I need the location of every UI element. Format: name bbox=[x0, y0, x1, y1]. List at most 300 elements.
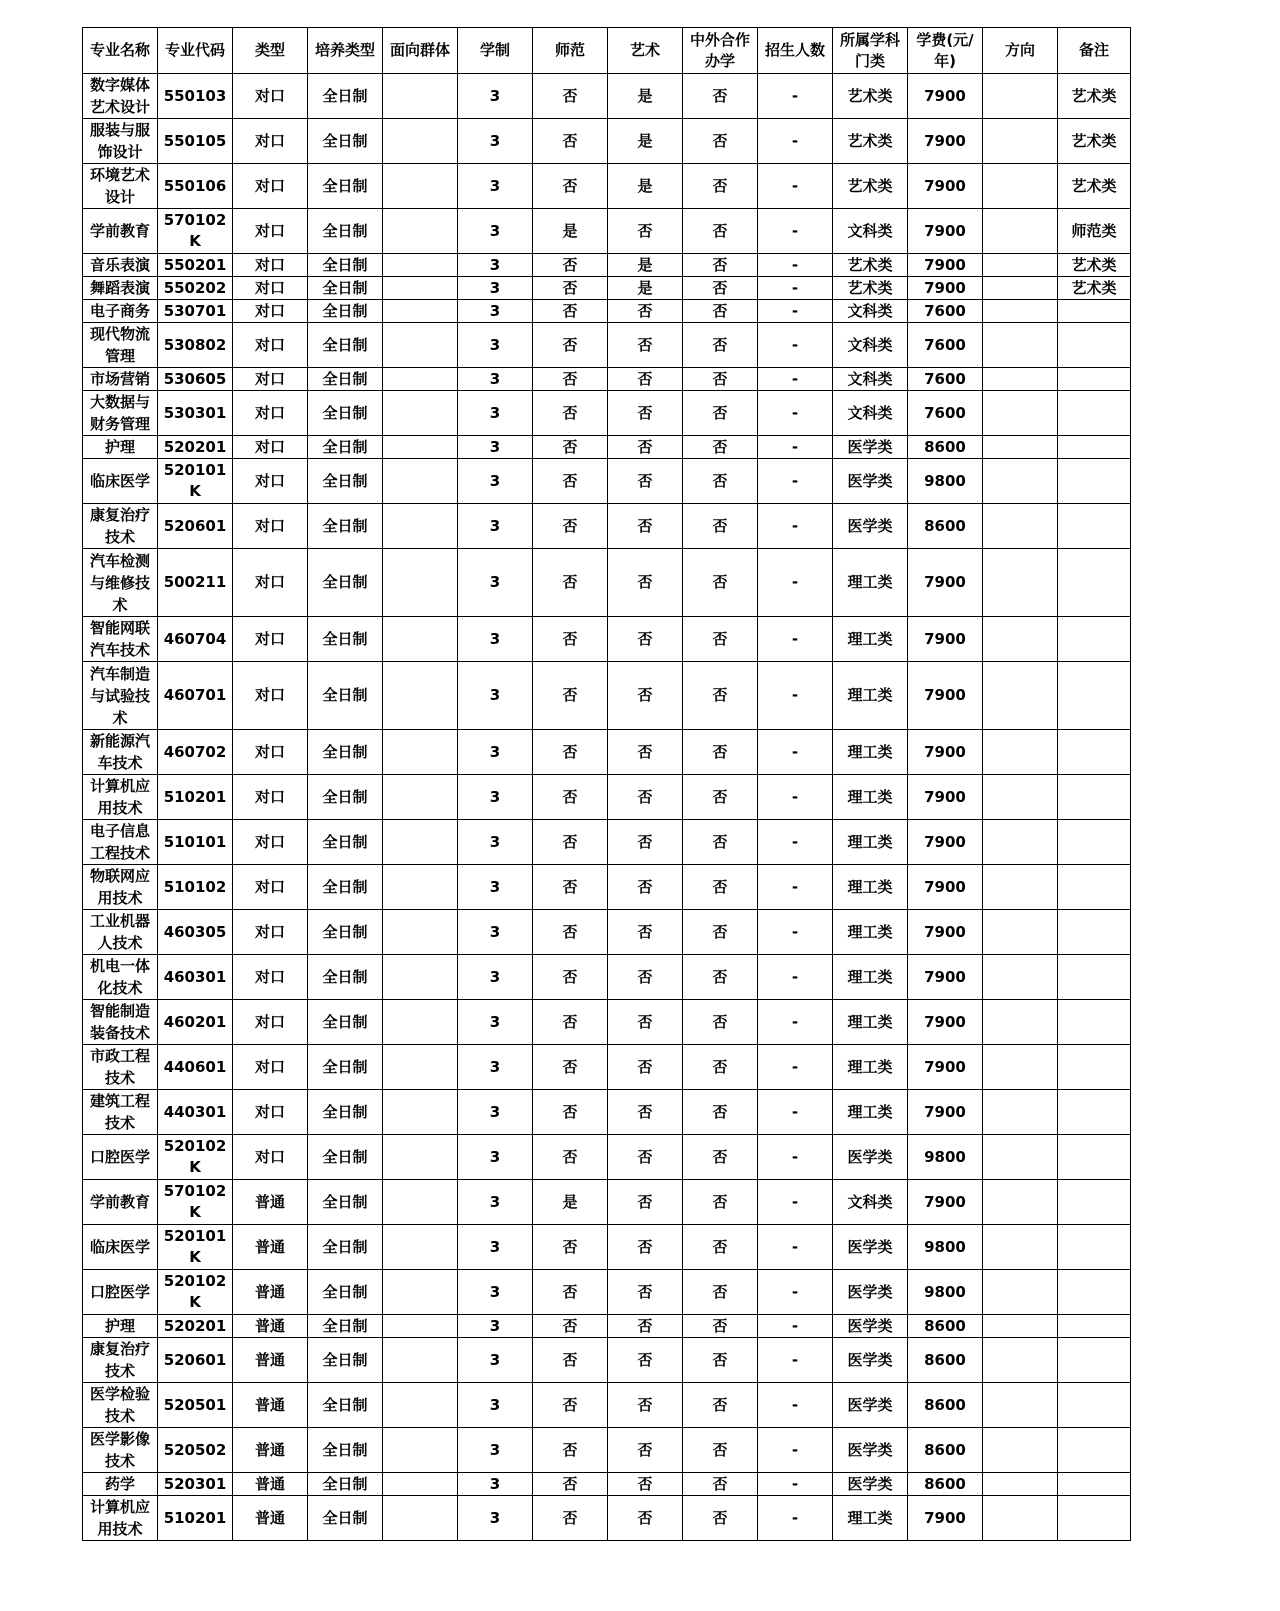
cell-duration: 3 bbox=[458, 323, 533, 368]
cell-teacher-training: 否 bbox=[533, 300, 608, 323]
cell-enrollment: - bbox=[758, 119, 833, 164]
cell-teacher-training: 否 bbox=[533, 119, 608, 164]
cell-target-group bbox=[383, 1180, 458, 1225]
cell-teacher-training: 否 bbox=[533, 1135, 608, 1180]
cell-tuition: 7900 bbox=[908, 1090, 983, 1135]
cell-art: 是 bbox=[608, 74, 683, 119]
cell-teacher-training: 否 bbox=[533, 955, 608, 1000]
cell-discipline: 艺术类 bbox=[833, 277, 908, 300]
cell-remarks bbox=[1058, 1428, 1131, 1473]
cell-target-group bbox=[383, 254, 458, 277]
cell-code: 460201 bbox=[158, 1000, 233, 1045]
cell-remarks bbox=[1058, 300, 1131, 323]
cell-direction bbox=[983, 277, 1058, 300]
cell-joint-program: 否 bbox=[683, 74, 758, 119]
table-row bbox=[83, 1135, 1131, 1180]
cell-art: 否 bbox=[608, 820, 683, 865]
cell-art: 否 bbox=[608, 300, 683, 323]
cell-type: 对口 bbox=[233, 775, 308, 820]
cell-type: 对口 bbox=[233, 730, 308, 775]
cell-code: 520301 bbox=[158, 1473, 233, 1496]
cell-direction bbox=[983, 662, 1058, 730]
cell-art: 是 bbox=[608, 277, 683, 300]
cell-target-group bbox=[383, 459, 458, 504]
cell-art: 否 bbox=[608, 1473, 683, 1496]
cell-duration: 3 bbox=[458, 391, 533, 436]
table-row bbox=[83, 1180, 1131, 1225]
cell-direction bbox=[983, 323, 1058, 368]
cell-study-mode: 全日制 bbox=[308, 1270, 383, 1315]
cell-name: 康复治疗技术 bbox=[83, 504, 158, 549]
cell-tuition: 9800 bbox=[908, 459, 983, 504]
cell-discipline: 理工类 bbox=[833, 820, 908, 865]
cell-enrollment: - bbox=[758, 1428, 833, 1473]
cell-tuition: 7900 bbox=[908, 277, 983, 300]
table-row bbox=[83, 209, 1131, 254]
cell-enrollment: - bbox=[758, 1338, 833, 1383]
cell-remarks bbox=[1058, 1315, 1131, 1338]
header-study-mode: 培养类型 bbox=[308, 28, 383, 74]
cell-target-group bbox=[383, 164, 458, 209]
cell-enrollment: - bbox=[758, 254, 833, 277]
header-code: 专业代码 bbox=[158, 28, 233, 74]
header-discipline: 所属学科门类 bbox=[833, 28, 908, 74]
cell-study-mode: 全日制 bbox=[308, 164, 383, 209]
cell-remarks bbox=[1058, 910, 1131, 955]
cell-discipline: 医学类 bbox=[833, 1225, 908, 1270]
cell-teacher-training: 否 bbox=[533, 164, 608, 209]
cell-direction bbox=[983, 865, 1058, 910]
cell-duration: 3 bbox=[458, 1338, 533, 1383]
cell-name: 临床医学 bbox=[83, 459, 158, 504]
cell-joint-program: 否 bbox=[683, 1473, 758, 1496]
cell-remarks bbox=[1058, 1135, 1131, 1180]
cell-study-mode: 全日制 bbox=[308, 1000, 383, 1045]
cell-direction bbox=[983, 955, 1058, 1000]
cell-tuition: 7900 bbox=[908, 254, 983, 277]
cell-target-group bbox=[383, 1270, 458, 1315]
cell-name: 市场营销 bbox=[83, 368, 158, 391]
cell-joint-program: 否 bbox=[683, 209, 758, 254]
table-row bbox=[83, 1000, 1131, 1045]
cell-teacher-training: 否 bbox=[533, 1338, 608, 1383]
cell-discipline: 医学类 bbox=[833, 1135, 908, 1180]
header-joint-program: 中外合作办学 bbox=[683, 28, 758, 74]
cell-name: 电子信息工程技术 bbox=[83, 820, 158, 865]
cell-direction bbox=[983, 1090, 1058, 1135]
cell-name: 计算机应用技术 bbox=[83, 775, 158, 820]
cell-discipline: 理工类 bbox=[833, 1000, 908, 1045]
cell-joint-program: 否 bbox=[683, 775, 758, 820]
cell-enrollment: - bbox=[758, 391, 833, 436]
cell-code: 530301 bbox=[158, 391, 233, 436]
cell-discipline: 文科类 bbox=[833, 209, 908, 254]
cell-teacher-training: 否 bbox=[533, 1270, 608, 1315]
cell-tuition: 7900 bbox=[908, 1045, 983, 1090]
cell-discipline: 理工类 bbox=[833, 730, 908, 775]
cell-target-group bbox=[383, 1496, 458, 1541]
cell-tuition: 7900 bbox=[908, 955, 983, 1000]
cell-duration: 3 bbox=[458, 459, 533, 504]
cell-duration: 3 bbox=[458, 955, 533, 1000]
table-row bbox=[83, 164, 1131, 209]
cell-name: 现代物流管理 bbox=[83, 323, 158, 368]
cell-art: 否 bbox=[608, 368, 683, 391]
table-row bbox=[83, 1496, 1131, 1541]
cell-code: 530701 bbox=[158, 300, 233, 323]
cell-code: 530802 bbox=[158, 323, 233, 368]
cell-type: 普通 bbox=[233, 1225, 308, 1270]
cell-type: 对口 bbox=[233, 459, 308, 504]
table-row bbox=[83, 549, 1131, 617]
cell-tuition: 8600 bbox=[908, 436, 983, 459]
cell-discipline: 理工类 bbox=[833, 549, 908, 617]
cell-code: 550202 bbox=[158, 277, 233, 300]
cell-discipline: 医学类 bbox=[833, 1383, 908, 1428]
cell-art: 否 bbox=[608, 730, 683, 775]
cell-study-mode: 全日制 bbox=[308, 1315, 383, 1338]
cell-duration: 3 bbox=[458, 209, 533, 254]
table-row bbox=[83, 865, 1131, 910]
cell-code: 520102K bbox=[158, 1135, 233, 1180]
cell-remarks bbox=[1058, 368, 1131, 391]
cell-remarks bbox=[1058, 662, 1131, 730]
cell-direction bbox=[983, 459, 1058, 504]
cell-code: 460701 bbox=[158, 662, 233, 730]
cell-enrollment: - bbox=[758, 910, 833, 955]
cell-art: 否 bbox=[608, 209, 683, 254]
cell-duration: 3 bbox=[458, 368, 533, 391]
cell-target-group bbox=[383, 209, 458, 254]
cell-study-mode: 全日制 bbox=[308, 549, 383, 617]
cell-name: 汽车制造与试验技术 bbox=[83, 662, 158, 730]
cell-name: 数字媒体艺术设计 bbox=[83, 74, 158, 119]
cell-duration: 3 bbox=[458, 865, 533, 910]
cell-tuition: 8600 bbox=[908, 1338, 983, 1383]
cell-art: 否 bbox=[608, 1090, 683, 1135]
cell-enrollment: - bbox=[758, 368, 833, 391]
cell-code: 460702 bbox=[158, 730, 233, 775]
cell-enrollment: - bbox=[758, 820, 833, 865]
cell-type: 对口 bbox=[233, 277, 308, 300]
cell-name: 药学 bbox=[83, 1473, 158, 1496]
cell-type: 对口 bbox=[233, 1090, 308, 1135]
cell-joint-program: 否 bbox=[683, 865, 758, 910]
cell-joint-program: 否 bbox=[683, 1428, 758, 1473]
cell-target-group bbox=[383, 277, 458, 300]
cell-art: 否 bbox=[608, 436, 683, 459]
cell-discipline: 理工类 bbox=[833, 617, 908, 662]
cell-direction bbox=[983, 775, 1058, 820]
cell-duration: 3 bbox=[458, 164, 533, 209]
cell-enrollment: - bbox=[758, 459, 833, 504]
cell-direction bbox=[983, 254, 1058, 277]
cell-art: 否 bbox=[608, 1225, 683, 1270]
cell-art: 否 bbox=[608, 323, 683, 368]
cell-teacher-training: 否 bbox=[533, 74, 608, 119]
cell-discipline: 医学类 bbox=[833, 436, 908, 459]
cell-discipline: 理工类 bbox=[833, 662, 908, 730]
cell-direction bbox=[983, 1496, 1058, 1541]
cell-direction bbox=[983, 1135, 1058, 1180]
cell-remarks bbox=[1058, 1473, 1131, 1496]
cell-remarks bbox=[1058, 1225, 1131, 1270]
cell-remarks bbox=[1058, 1270, 1131, 1315]
cell-duration: 3 bbox=[458, 1496, 533, 1541]
cell-study-mode: 全日制 bbox=[308, 254, 383, 277]
cell-tuition: 7900 bbox=[908, 209, 983, 254]
cell-remarks bbox=[1058, 391, 1131, 436]
cell-code: 440301 bbox=[158, 1090, 233, 1135]
cell-type: 对口 bbox=[233, 549, 308, 617]
cell-joint-program: 否 bbox=[683, 368, 758, 391]
cell-type: 对口 bbox=[233, 300, 308, 323]
cell-type: 对口 bbox=[233, 865, 308, 910]
cell-tuition: 7600 bbox=[908, 391, 983, 436]
cell-study-mode: 全日制 bbox=[308, 1473, 383, 1496]
cell-code: 550103 bbox=[158, 74, 233, 119]
cell-art: 否 bbox=[608, 549, 683, 617]
cell-tuition: 8600 bbox=[908, 1428, 983, 1473]
cell-direction bbox=[983, 1225, 1058, 1270]
cell-remarks: 艺术类 bbox=[1058, 277, 1131, 300]
cell-discipline: 文科类 bbox=[833, 368, 908, 391]
cell-study-mode: 全日制 bbox=[308, 865, 383, 910]
cell-enrollment: - bbox=[758, 164, 833, 209]
table-row bbox=[83, 74, 1131, 119]
cell-type: 普通 bbox=[233, 1338, 308, 1383]
cell-tuition: 7900 bbox=[908, 1496, 983, 1541]
cell-code: 460305 bbox=[158, 910, 233, 955]
cell-remarks bbox=[1058, 775, 1131, 820]
cell-remarks bbox=[1058, 955, 1131, 1000]
cell-duration: 3 bbox=[458, 1045, 533, 1090]
cell-tuition: 7900 bbox=[908, 910, 983, 955]
cell-direction bbox=[983, 119, 1058, 164]
cell-type: 对口 bbox=[233, 323, 308, 368]
cell-direction bbox=[983, 617, 1058, 662]
cell-tuition: 8600 bbox=[908, 1315, 983, 1338]
cell-target-group bbox=[383, 119, 458, 164]
cell-study-mode: 全日制 bbox=[308, 209, 383, 254]
cell-study-mode: 全日制 bbox=[308, 910, 383, 955]
table-row bbox=[83, 1225, 1131, 1270]
cell-study-mode: 全日制 bbox=[308, 436, 383, 459]
table-row bbox=[83, 730, 1131, 775]
cell-enrollment: - bbox=[758, 1180, 833, 1225]
cell-tuition: 9800 bbox=[908, 1135, 983, 1180]
cell-discipline: 医学类 bbox=[833, 1473, 908, 1496]
cell-enrollment: - bbox=[758, 300, 833, 323]
cell-code: 520201 bbox=[158, 1315, 233, 1338]
cell-direction bbox=[983, 910, 1058, 955]
cell-target-group bbox=[383, 1135, 458, 1180]
cell-discipline: 医学类 bbox=[833, 459, 908, 504]
cell-study-mode: 全日制 bbox=[308, 1135, 383, 1180]
table-row bbox=[83, 1045, 1131, 1090]
cell-remarks bbox=[1058, 1045, 1131, 1090]
cell-duration: 3 bbox=[458, 820, 533, 865]
cell-type: 普通 bbox=[233, 1473, 308, 1496]
cell-study-mode: 全日制 bbox=[308, 617, 383, 662]
cell-name: 计算机应用技术 bbox=[83, 1496, 158, 1541]
cell-joint-program: 否 bbox=[683, 1090, 758, 1135]
cell-remarks bbox=[1058, 549, 1131, 617]
cell-code: 460301 bbox=[158, 955, 233, 1000]
cell-target-group bbox=[383, 1045, 458, 1090]
cell-name: 口腔医学 bbox=[83, 1270, 158, 1315]
cell-target-group bbox=[383, 820, 458, 865]
cell-discipline: 艺术类 bbox=[833, 254, 908, 277]
cell-target-group bbox=[383, 1383, 458, 1428]
cell-type: 普通 bbox=[233, 1496, 308, 1541]
cell-type: 对口 bbox=[233, 910, 308, 955]
cell-art: 否 bbox=[608, 1180, 683, 1225]
cell-name: 口腔医学 bbox=[83, 1135, 158, 1180]
cell-discipline: 文科类 bbox=[833, 1180, 908, 1225]
cell-study-mode: 全日制 bbox=[308, 730, 383, 775]
cell-duration: 3 bbox=[458, 1000, 533, 1045]
cell-joint-program: 否 bbox=[683, 254, 758, 277]
cell-enrollment: - bbox=[758, 1045, 833, 1090]
cell-direction bbox=[983, 1315, 1058, 1338]
cell-art: 否 bbox=[608, 1428, 683, 1473]
header-name: 专业名称 bbox=[83, 28, 158, 74]
cell-code: 510102 bbox=[158, 865, 233, 910]
cell-art: 是 bbox=[608, 254, 683, 277]
cell-teacher-training: 否 bbox=[533, 1383, 608, 1428]
cell-name: 智能网联汽车技术 bbox=[83, 617, 158, 662]
cell-type: 对口 bbox=[233, 368, 308, 391]
cell-direction bbox=[983, 1045, 1058, 1090]
header-tuition: 学费(元/年) bbox=[908, 28, 983, 74]
cell-study-mode: 全日制 bbox=[308, 1225, 383, 1270]
cell-direction bbox=[983, 820, 1058, 865]
cell-enrollment: - bbox=[758, 662, 833, 730]
cell-discipline: 医学类 bbox=[833, 1270, 908, 1315]
cell-direction bbox=[983, 368, 1058, 391]
cell-teacher-training: 否 bbox=[533, 1315, 608, 1338]
cell-discipline: 理工类 bbox=[833, 1045, 908, 1090]
cell-discipline: 医学类 bbox=[833, 504, 908, 549]
table-row bbox=[83, 391, 1131, 436]
cell-type: 对口 bbox=[233, 1135, 308, 1180]
cell-art: 否 bbox=[608, 459, 683, 504]
table-row bbox=[83, 459, 1131, 504]
cell-duration: 3 bbox=[458, 1428, 533, 1473]
cell-name: 医学检验技术 bbox=[83, 1383, 158, 1428]
cell-code: 520601 bbox=[158, 504, 233, 549]
cell-joint-program: 否 bbox=[683, 436, 758, 459]
cell-duration: 3 bbox=[458, 1383, 533, 1428]
cell-art: 否 bbox=[608, 1496, 683, 1541]
cell-remarks bbox=[1058, 820, 1131, 865]
cell-enrollment: - bbox=[758, 1473, 833, 1496]
cell-duration: 3 bbox=[458, 1090, 533, 1135]
cell-tuition: 7900 bbox=[908, 119, 983, 164]
cell-code: 520101K bbox=[158, 459, 233, 504]
cell-teacher-training: 否 bbox=[533, 549, 608, 617]
cell-tuition: 7900 bbox=[908, 662, 983, 730]
cell-discipline: 医学类 bbox=[833, 1315, 908, 1338]
cell-joint-program: 否 bbox=[683, 504, 758, 549]
cell-teacher-training: 否 bbox=[533, 730, 608, 775]
cell-joint-program: 否 bbox=[683, 910, 758, 955]
cell-duration: 3 bbox=[458, 1315, 533, 1338]
cell-remarks: 艺术类 bbox=[1058, 119, 1131, 164]
cell-duration: 3 bbox=[458, 300, 533, 323]
table-row bbox=[83, 277, 1131, 300]
cell-code: 550106 bbox=[158, 164, 233, 209]
table-row bbox=[83, 323, 1131, 368]
cell-type: 对口 bbox=[233, 1045, 308, 1090]
cell-enrollment: - bbox=[758, 209, 833, 254]
cell-teacher-training: 否 bbox=[533, 662, 608, 730]
cell-direction bbox=[983, 1473, 1058, 1496]
cell-type: 对口 bbox=[233, 662, 308, 730]
cell-target-group bbox=[383, 775, 458, 820]
cell-discipline: 理工类 bbox=[833, 1496, 908, 1541]
cell-target-group bbox=[383, 1428, 458, 1473]
cell-direction bbox=[983, 504, 1058, 549]
table-body bbox=[83, 74, 1131, 1541]
cell-name: 环境艺术设计 bbox=[83, 164, 158, 209]
table-row bbox=[83, 1270, 1131, 1315]
cell-joint-program: 否 bbox=[683, 459, 758, 504]
cell-target-group bbox=[383, 1000, 458, 1045]
table-row bbox=[83, 1383, 1131, 1428]
cell-study-mode: 全日制 bbox=[308, 775, 383, 820]
cell-teacher-training: 否 bbox=[533, 1496, 608, 1541]
cell-duration: 3 bbox=[458, 549, 533, 617]
cell-duration: 3 bbox=[458, 436, 533, 459]
cell-art: 否 bbox=[608, 391, 683, 436]
cell-target-group bbox=[383, 1315, 458, 1338]
cell-name: 音乐表演 bbox=[83, 254, 158, 277]
cell-duration: 3 bbox=[458, 775, 533, 820]
cell-enrollment: - bbox=[758, 1135, 833, 1180]
cell-study-mode: 全日制 bbox=[308, 504, 383, 549]
cell-art: 否 bbox=[608, 1270, 683, 1315]
cell-tuition: 7900 bbox=[908, 730, 983, 775]
cell-teacher-training: 否 bbox=[533, 775, 608, 820]
cell-type: 对口 bbox=[233, 1000, 308, 1045]
cell-type: 对口 bbox=[233, 436, 308, 459]
cell-study-mode: 全日制 bbox=[308, 1383, 383, 1428]
cell-duration: 3 bbox=[458, 617, 533, 662]
cell-discipline: 艺术类 bbox=[833, 164, 908, 209]
table-row bbox=[83, 775, 1131, 820]
header-remarks: 备注 bbox=[1058, 28, 1131, 74]
cell-art: 否 bbox=[608, 662, 683, 730]
cell-art: 否 bbox=[608, 1000, 683, 1045]
cell-art: 否 bbox=[608, 504, 683, 549]
cell-art: 否 bbox=[608, 1135, 683, 1180]
cell-art: 否 bbox=[608, 1383, 683, 1428]
cell-type: 对口 bbox=[233, 955, 308, 1000]
cell-direction bbox=[983, 1338, 1058, 1383]
cell-tuition: 7900 bbox=[908, 549, 983, 617]
cell-enrollment: - bbox=[758, 955, 833, 1000]
header-target-group: 面向群体 bbox=[383, 28, 458, 74]
cell-discipline: 医学类 bbox=[833, 1338, 908, 1383]
cell-tuition: 7900 bbox=[908, 1180, 983, 1225]
cell-enrollment: - bbox=[758, 549, 833, 617]
cell-enrollment: - bbox=[758, 1090, 833, 1135]
cell-duration: 3 bbox=[458, 910, 533, 955]
cell-study-mode: 全日制 bbox=[308, 391, 383, 436]
cell-teacher-training: 否 bbox=[533, 504, 608, 549]
